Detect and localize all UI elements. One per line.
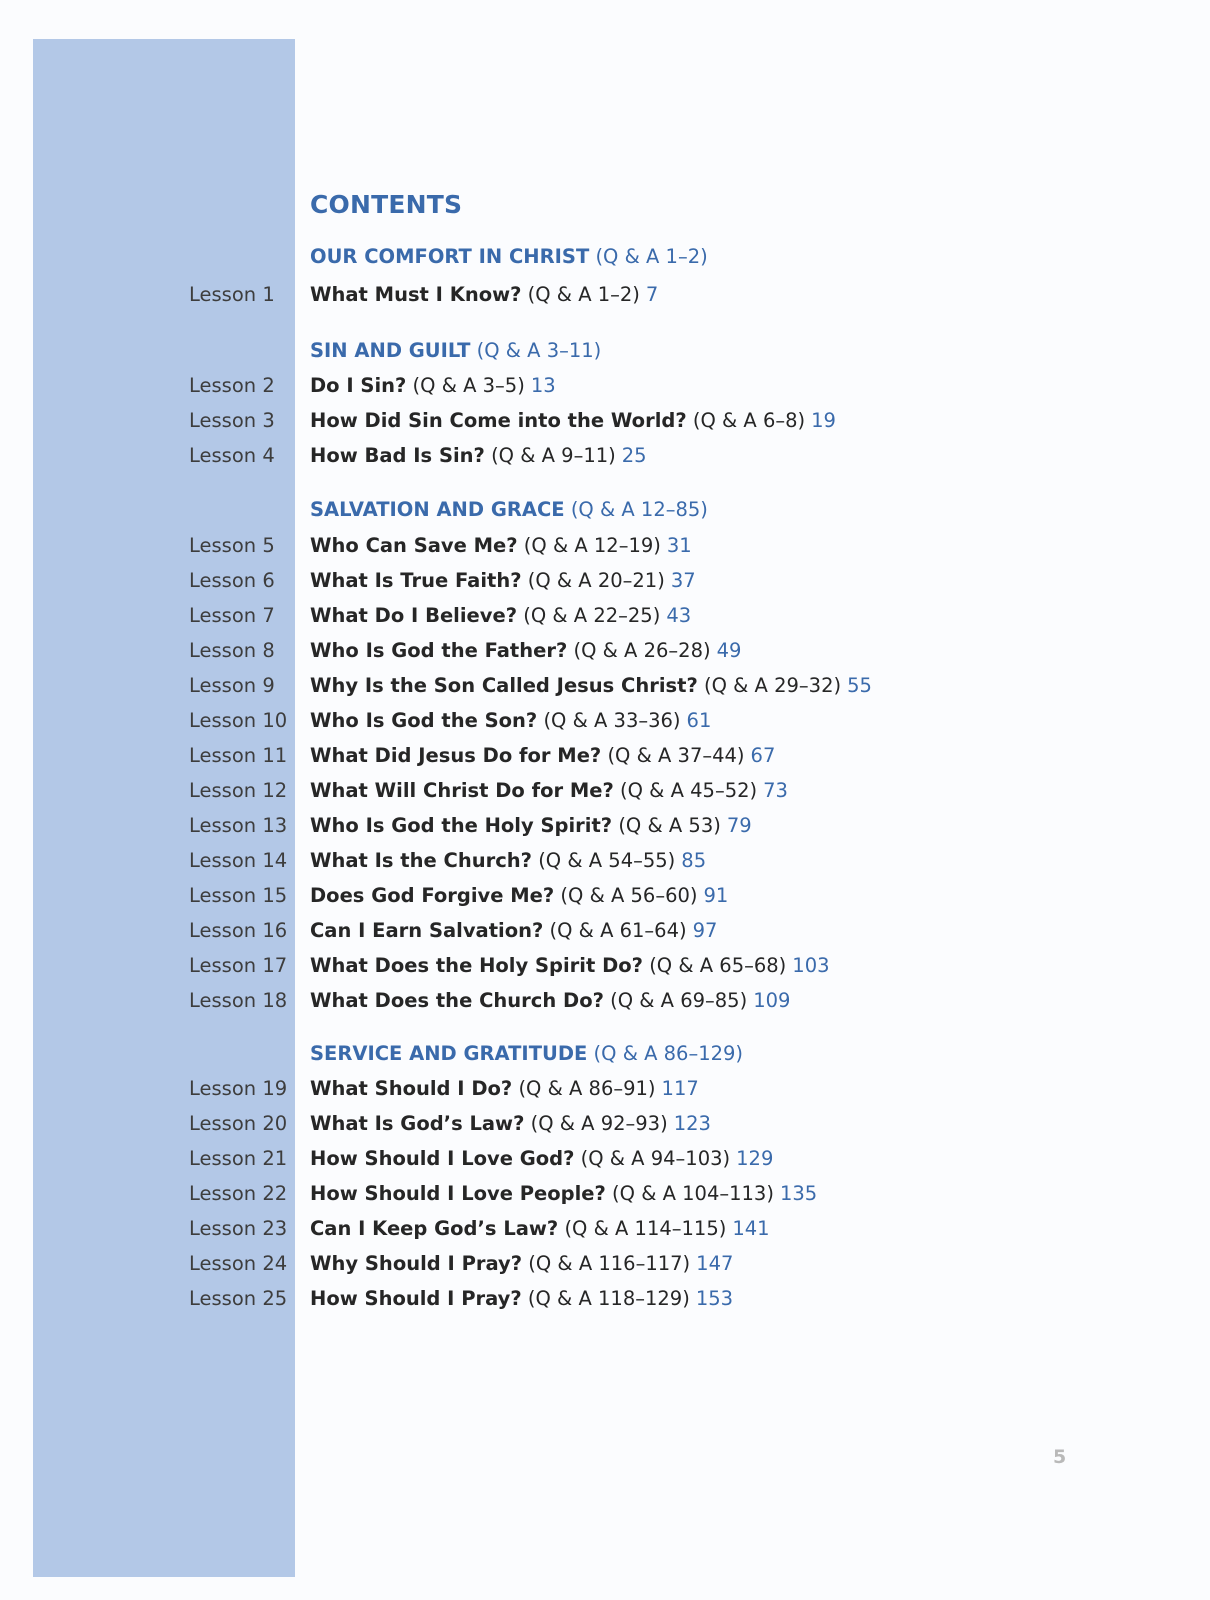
- section-heading-salvation-and-grace: SALVATION AND GRACE (Q & A 12–85): [310, 498, 708, 521]
- toc-entry[interactable]: Lesson 12 What Will Christ Do for Me? (Q & A 45–52) 73: [189, 779, 788, 802]
- toc-entry[interactable]: Lesson 17 What Does the Holy Spirit Do? (Q & A 65–68) 103: [189, 954, 830, 977]
- page-number: 5: [1053, 1446, 1067, 1468]
- toc-entry[interactable]: Lesson 7 What Do I Believe? (Q & A 22–25) 43: [189, 604, 692, 627]
- toc-entry[interactable]: Lesson 21 How Should I Love God? (Q & A 94–103) 129: [189, 1147, 774, 1170]
- toc-entry[interactable]: Lesson 15 Does God Forgive Me? (Q & A 56–60) 91: [189, 884, 729, 907]
- toc-entry[interactable]: Lesson 4 How Bad Is Sin? (Q & A 9–11) 25: [189, 444, 647, 467]
- section-heading-service-and-gratitude: SERVICE AND GRATITUDE (Q & A 86–129): [310, 1042, 744, 1065]
- toc-entry[interactable]: Lesson 18 What Does the Church Do? (Q & A 69–85) 109: [189, 989, 791, 1012]
- section-heading-sin-and-guilt: SIN AND GUILT (Q & A 3–11): [310, 339, 602, 362]
- section-heading-our-comfort: OUR COMFORT IN CHRIST (Q & A 1–2): [310, 245, 708, 268]
- toc-entry[interactable]: Lesson 19 What Should I Do? (Q & A 86–91) 117: [189, 1077, 699, 1100]
- sidebar-band: [33, 39, 295, 1577]
- page-title: CONTENTS: [310, 190, 463, 219]
- toc-entry[interactable]: Lesson 1 What Must I Know? (Q & A 1–2) 7: [189, 283, 659, 306]
- toc-entry[interactable]: Lesson 23 Can I Keep God’s Law? (Q & A 114–115) 141: [189, 1217, 770, 1240]
- toc-entry[interactable]: Lesson 6 What Is True Faith? (Q & A 20–21) 37: [189, 569, 696, 592]
- toc-entry[interactable]: Lesson 11 What Did Jesus Do for Me? (Q & A 37–44) 67: [189, 744, 776, 767]
- toc-entry[interactable]: Lesson 13 Who Is God the Holy Spirit? (Q & A 53) 79: [189, 814, 752, 837]
- toc-entry[interactable]: Lesson 10 Who Is God the Son? (Q & A 33–36) 61: [189, 709, 712, 732]
- toc-entry[interactable]: Lesson 22 How Should I Love People? (Q & A 104–113) 135: [189, 1182, 818, 1205]
- toc-entry[interactable]: Lesson 2 Do I Sin? (Q & A 3–5) 13: [189, 374, 556, 397]
- toc-entry[interactable]: Lesson 25 How Should I Pray? (Q & A 118–129) 153: [189, 1287, 734, 1310]
- toc-entry[interactable]: Lesson 20 What Is God’s Law? (Q & A 92–93) 123: [189, 1112, 711, 1135]
- toc-entry[interactable]: Lesson 5 Who Can Save Me? (Q & A 12–19) 31: [189, 534, 692, 557]
- toc-entry[interactable]: Lesson 14 What Is the Church? (Q & A 54–55) 85: [189, 849, 707, 872]
- toc-entry[interactable]: Lesson 9 Why Is the Son Called Jesus Christ? (Q & A 29–32) 55: [189, 674, 872, 697]
- toc-entry[interactable]: Lesson 16 Can I Earn Salvation? (Q & A 61–64) 97: [189, 919, 718, 942]
- toc-entry[interactable]: Lesson 8 Who Is God the Father? (Q & A 26–28) 49: [189, 639, 742, 662]
- toc-entry[interactable]: Lesson 24 Why Should I Pray? (Q & A 116–117) 147: [189, 1252, 734, 1275]
- toc-entry[interactable]: Lesson 3 How Did Sin Come into the World? (Q & A 6–8) 19: [189, 409, 836, 432]
